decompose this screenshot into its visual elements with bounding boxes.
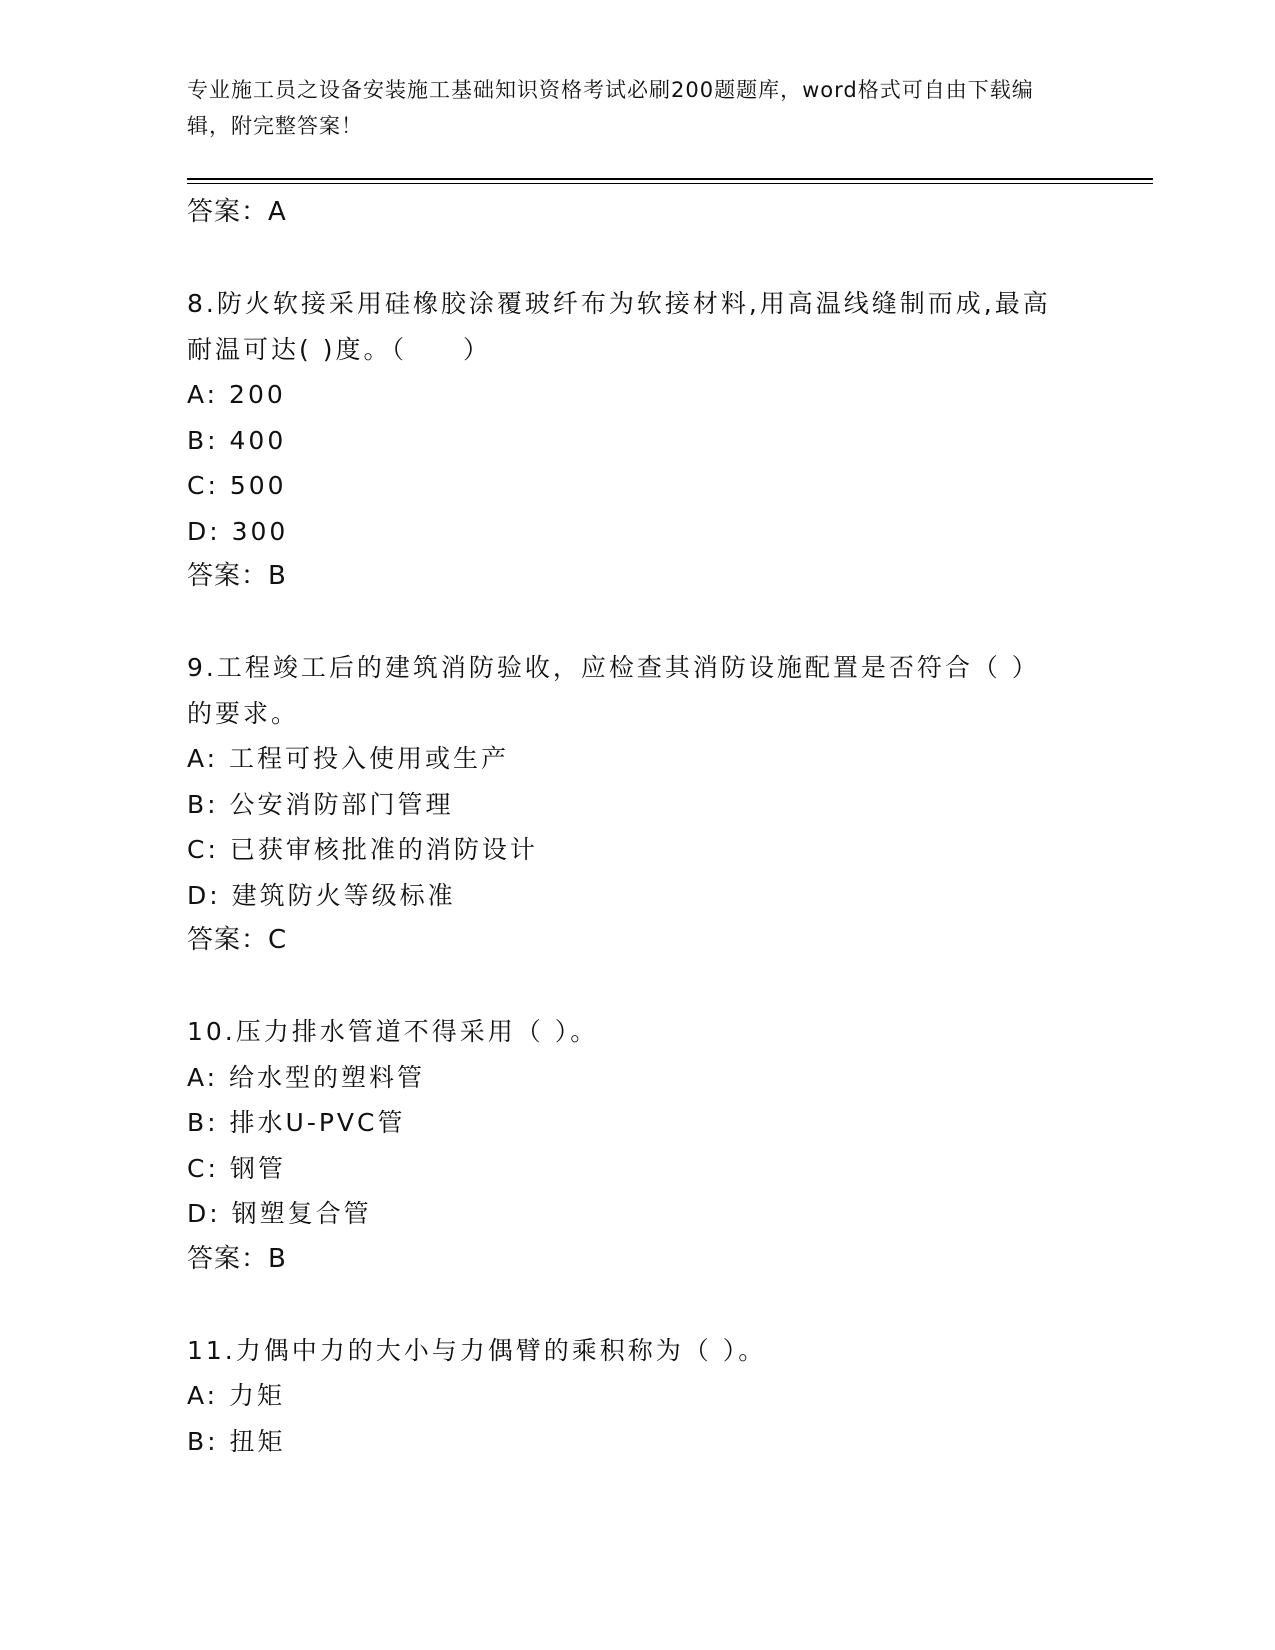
- question-item: [187, 1328, 1067, 1465]
- question-text: 10.压力排水管道不得采用（ ）。: [187, 1017, 599, 1046]
- answer-line: 答案：B: [187, 1243, 287, 1274]
- answer-line: 答案：B: [187, 561, 287, 591]
- question-text: 9.工程竣工后的建筑消防验收，应检查其消防设施配置是否符合（ ）的要求。: [187, 653, 1040, 728]
- option-d: D: 建筑防火等级标准: [187, 880, 456, 910]
- option-d: D: 300: [187, 516, 289, 546]
- option-b: B: 排水U-PVC管: [187, 1108, 406, 1137]
- option-c: C: 已获审核批准的消防设计: [187, 835, 538, 864]
- option-b: B: 400: [187, 425, 287, 455]
- header-title: 专业施工员之设备安装施工基础知识资格考试必刷200题题库，word格式可自由下载编辑，附完整答案！: [187, 78, 1034, 138]
- header-divider-thin: [187, 183, 1153, 184]
- option-c: C: 钢管: [187, 1153, 286, 1183]
- header-divider: [187, 178, 1153, 180]
- question-item: [187, 645, 1067, 964]
- question-item: [187, 281, 1067, 600]
- option-a: A: 200: [187, 380, 286, 409]
- answer-line: 答案：C: [187, 925, 288, 955]
- option-d: D: 钢塑复合管: [187, 1199, 372, 1228]
- option-b: B: 公安消防部门管理: [187, 789, 454, 819]
- option-a: A: 工程可投入使用或生产: [187, 744, 510, 773]
- option-b: B: 扭矩: [187, 1426, 286, 1456]
- option-a: A: 给水型的塑料管: [187, 1062, 426, 1092]
- option-c: C: 500: [187, 471, 287, 500]
- question-list: [187, 190, 1067, 1464]
- question-text: 11.力偶中力的大小与力偶臂的乘积称为（ ）。: [187, 1335, 767, 1365]
- answer-line: 答案：A: [187, 197, 287, 227]
- question-text: 8.防火软接采用硅橡胶涂覆玻纤布为软接材料,用高温线缝制而成,最高耐温可达( )度。（ ）: [187, 289, 1051, 364]
- question-item: [187, 1009, 1067, 1282]
- document-header: [187, 72, 1067, 144]
- option-a: A: 力矩: [187, 1381, 286, 1410]
